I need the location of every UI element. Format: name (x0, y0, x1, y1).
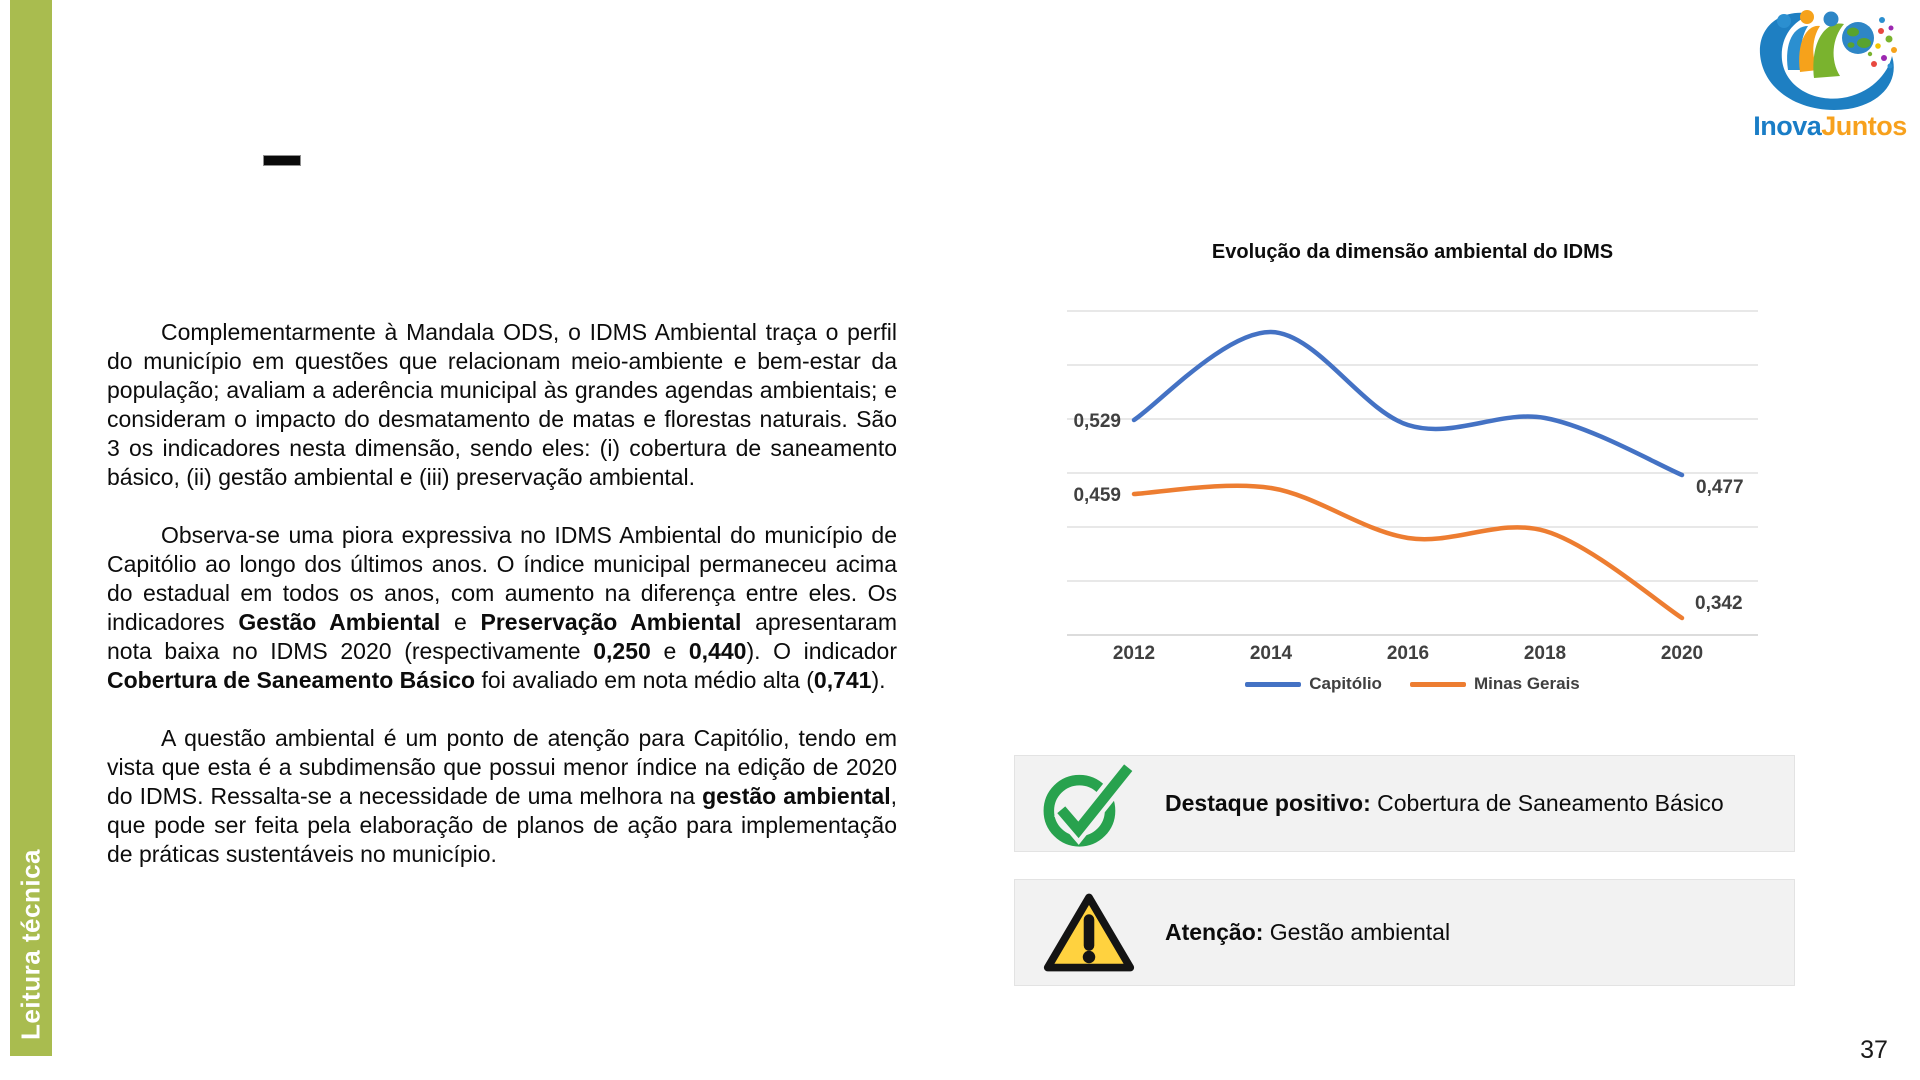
logo-word-inova: Inova (1753, 111, 1822, 141)
callout-value: Gestão ambiental (1263, 919, 1451, 945)
x-axis-tick-label: 2014 (1249, 643, 1293, 664)
callout-bold-label: Atenção: (1165, 919, 1264, 945)
x-axis-tick-label: 2018 (1523, 643, 1567, 664)
x-axis-tick-label: 2012 (1112, 643, 1156, 664)
left-accent-band (10, 0, 52, 1056)
legend-label: Capitólio (1309, 674, 1382, 693)
positive-highlight-callout (1014, 755, 1795, 852)
title-dash (263, 155, 301, 166)
callout-text (1165, 919, 1450, 946)
chart-title: Evolução da dimensão ambiental do IDMS (1211, 241, 1614, 263)
data-label: 0,477 (1696, 477, 1744, 498)
text-column (107, 318, 897, 898)
inovajuntos-logo (1750, 6, 1910, 146)
page-number: 37 (1860, 1036, 1888, 1064)
x-axis-tick-label: 2020 (1660, 643, 1704, 664)
series-line-1 (1134, 486, 1682, 618)
logo-graphic (1754, 6, 1906, 110)
check-circle-icon (1041, 760, 1137, 848)
x-axis-tick-label: 2016 (1386, 643, 1430, 664)
logo-wordmark (1750, 111, 1910, 142)
paragraph: A questão ambiental é um ponto de atenção para Capitólio, tendo em vista que esta é a subdimensão que possui menor índice na edição de 2020 do IDMS. Ressalta-se a necessidade de uma melhora na gestão ambiental, que pode ser feita pela elaboração de planos de ação para implementação de práticas sustentáveis no município. (107, 725, 897, 867)
legend-swatch (1410, 682, 1466, 687)
warning-triangle-icon (1041, 889, 1137, 977)
logo-word-juntos: Juntos (1821, 111, 1907, 141)
attention-callout (1014, 879, 1795, 986)
data-label: 0,342 (1695, 593, 1743, 614)
chart-legend (1065, 674, 1760, 694)
callout-bold-label: Destaque positivo: (1165, 790, 1371, 816)
line-chart (1065, 300, 1760, 668)
paragraph: Complementarmente à Mandala ODS, o IDMS Ambiental traça o perfil do município em questões que relacionam meio-ambiente e bem-estar da população; avaliam a aderência municipal às grandes agendas ambientais; e consideram o impacto do desmatamento de matas e florestas naturais. São 3 os indicadores nesta dimensão, sendo eles: (i) cobertura de saneamento básico, (ii) gestão ambiental e (iii) preservação ambiental. (107, 319, 897, 490)
section-label: Leitura técnica (15, 848, 46, 1040)
legend-swatch (1245, 682, 1301, 687)
callout-text (1165, 790, 1724, 817)
data-label: 0,529 (1073, 411, 1121, 432)
series-line-0 (1134, 332, 1682, 475)
callout-value: Cobertura de Saneamento Básico (1370, 790, 1724, 816)
legend-item (1245, 674, 1382, 694)
legend-item (1410, 674, 1580, 694)
data-label: 0,459 (1073, 485, 1121, 506)
legend-label: Minas Gerais (1473, 674, 1580, 693)
paragraph: Observa-se uma piora expressiva no IDMS Ambiental do município de Capitólio ao longo dos últimos anos. O índice municipal permaneceu acima do estadual em todos os anos, com aumento na diferença entre eles. Os indicadores Gestão Ambiental e Preservação Ambiental apresentaram nota baixa no IDMS 2020 (respectivamente 0,250 e 0,440). O indicador Cobertura de Saneamento Básico foi avaliado em nota médio alta (0,741). (107, 522, 898, 693)
